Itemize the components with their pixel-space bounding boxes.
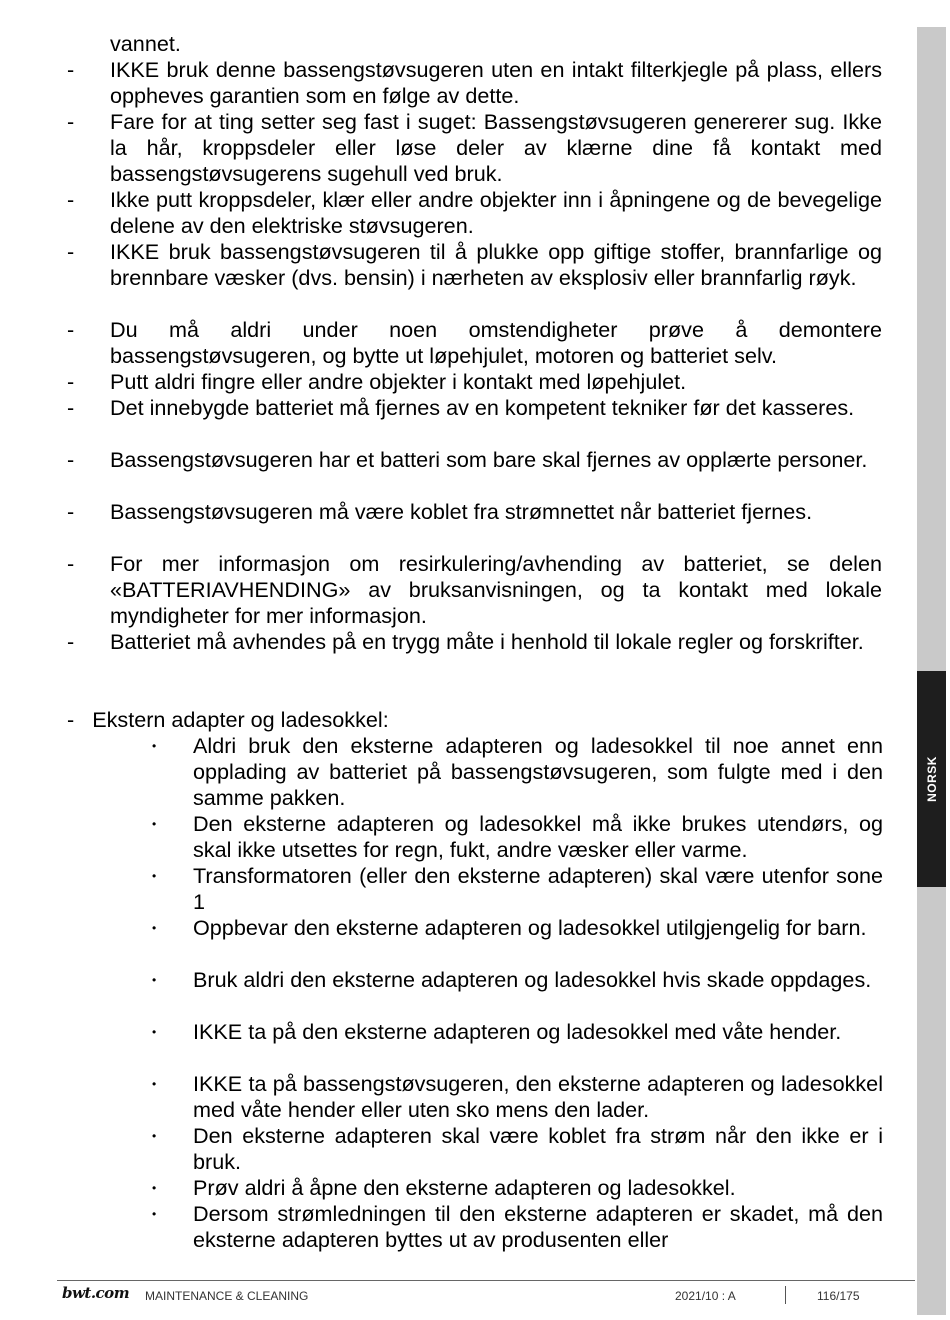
section-marker: - bbox=[67, 707, 75, 732]
dash-marker: - bbox=[67, 499, 75, 524]
list-item: IKKE bruk bassengstøvsugeren til å plukke opp giftige stoffer, brannfarlige og brennbare væsker (dvs. bensin) i nærheten av eksplosiv eller brannfarlig røyk. bbox=[110, 239, 882, 290]
bullet-item: Prøv aldri å åpne den eksterne adapteren og ladesokkel. bbox=[193, 1175, 736, 1200]
dash-marker: - bbox=[67, 369, 75, 394]
list-item: Batteriet må avhendes på en trygg måte i henhold til lokale regler og forskrifter. bbox=[110, 629, 864, 654]
bullet-dot: • bbox=[152, 1181, 157, 1195]
section-heading bbox=[67, 707, 767, 733]
bullet-item: IKKE ta på den eksterne adapteren og ladesokkel med våte hender. bbox=[193, 1019, 842, 1044]
side-bar-top bbox=[917, 27, 946, 671]
list-item: For mer informasjon om resirkulering/avhending av batteriet, se delen «BATTERIAVHENDING» av bruksanvisningen, og ta kontakt med lokale myndigheter for mer informasjon. bbox=[110, 551, 882, 628]
section-title: Ekstern adapter og ladesokkel: bbox=[92, 707, 389, 732]
dash-marker: - bbox=[67, 239, 75, 264]
bullet-item: Oppbevar den eksterne adapteren og ladesokkel utilgjengelig for barn. bbox=[193, 915, 867, 940]
bullet-dot: • bbox=[152, 1207, 157, 1221]
dash-marker: - bbox=[67, 447, 75, 472]
dash-marker: - bbox=[67, 551, 75, 576]
bullet-dot: • bbox=[152, 1025, 157, 1039]
footer-divider bbox=[57, 1280, 915, 1281]
list-item: Du må aldri under noen omstendigheter prøve å demontere bassengstøvsugeren, og bytte ut løpehjulet, motoren og batteriet selv. bbox=[110, 317, 882, 368]
list-item: Det innebygde batteriet må fjernes av en kompetent tekniker før det kasseres. bbox=[110, 395, 855, 420]
bullet-dot: • bbox=[152, 869, 157, 883]
footer-separator bbox=[785, 1286, 786, 1304]
bullet-item: Bruk aldri den eksterne adapteren og ladesokkel hvis skade oppdages. bbox=[193, 967, 872, 992]
bullet-dot: • bbox=[152, 739, 157, 753]
bullet-item: Den eksterne adapteren og ladesokkel må ikke brukes utendørs, og skal ikke utsettes for regn, fukt, andre væsker eller varme. bbox=[193, 811, 883, 862]
dash-marker: - bbox=[67, 187, 75, 212]
bullet-item: Dersom strømledningen til den eksterne adapteren er skadet, må den eksterne adapteren byttes ut av produsenten eller bbox=[193, 1201, 883, 1252]
language-tab-label: NORSK bbox=[924, 756, 939, 802]
page-number: 116/175 bbox=[817, 1289, 860, 1303]
list-item: Bassengstøvsugeren har et batteri som bare skal fjernes av opplærte personer. bbox=[110, 447, 868, 472]
footer-section: MAINTENANCE & CLEANING bbox=[145, 1289, 309, 1303]
dash-marker: - bbox=[67, 317, 75, 342]
bullet-item: IKKE ta på bassengstøvsugeren, den eksterne adapteren og ladesokkel med våte hender eller uten sko mens den lader. bbox=[193, 1071, 883, 1122]
bullet-item: Den eksterne adapteren skal være koblet fra strøm når den ikke er i bruk. bbox=[193, 1123, 883, 1174]
dash-marker: - bbox=[67, 629, 75, 654]
list-item: Bassengstøvsugeren må være koblet fra strømnettet når batteriet fjernes. bbox=[110, 499, 813, 524]
dash-marker: - bbox=[67, 395, 75, 420]
dash-marker: - bbox=[67, 109, 75, 134]
dash-marker: - bbox=[67, 57, 75, 82]
continuation-text: vannet. bbox=[110, 31, 181, 56]
bullet-dot: • bbox=[152, 817, 157, 831]
side-bar-bottom bbox=[917, 887, 946, 1315]
list-item: Ikke putt kroppsdeler, klær eller andre objekter inn i åpningene og de bevegelige delene av den elektriske støvsugeren. bbox=[110, 187, 882, 238]
bullet-dot: • bbox=[152, 973, 157, 987]
list-item: Putt aldri fingre eller andre objekter i kontakt med løpehjulet. bbox=[110, 369, 687, 394]
bullet-dot: • bbox=[152, 1129, 157, 1143]
footer-version: 2021/10 : A bbox=[675, 1289, 736, 1303]
bullet-item: Transformatoren (eller den eksterne adapteren) skal være utenfor sone 1 bbox=[193, 863, 883, 914]
list-item: IKKE bruk denne bassengstøvsugeren uten en intakt filterkjegle på plass, ellers oppheves garantien som en følge av dette. bbox=[110, 57, 882, 108]
bullet-item: Aldri bruk den eksterne adapteren og ladesokkel til noe annet enn opplading av batteriet på bassengstøvsugeren, som fulgte med i den samme pakken. bbox=[193, 733, 883, 810]
list-item: Fare for at ting setter seg fast i suget: Bassengstøvsugeren genererer sug. Ikke la hår, kroppsdeler eller løse deler av klærne dine få kontakt med bassengstøvsugerens sugehull ved bruk. bbox=[110, 109, 882, 186]
bullet-dot: • bbox=[152, 921, 157, 935]
language-tab bbox=[917, 671, 946, 887]
brand-logo: bwt.com bbox=[62, 1284, 130, 1302]
bullet-dot: • bbox=[152, 1077, 157, 1091]
